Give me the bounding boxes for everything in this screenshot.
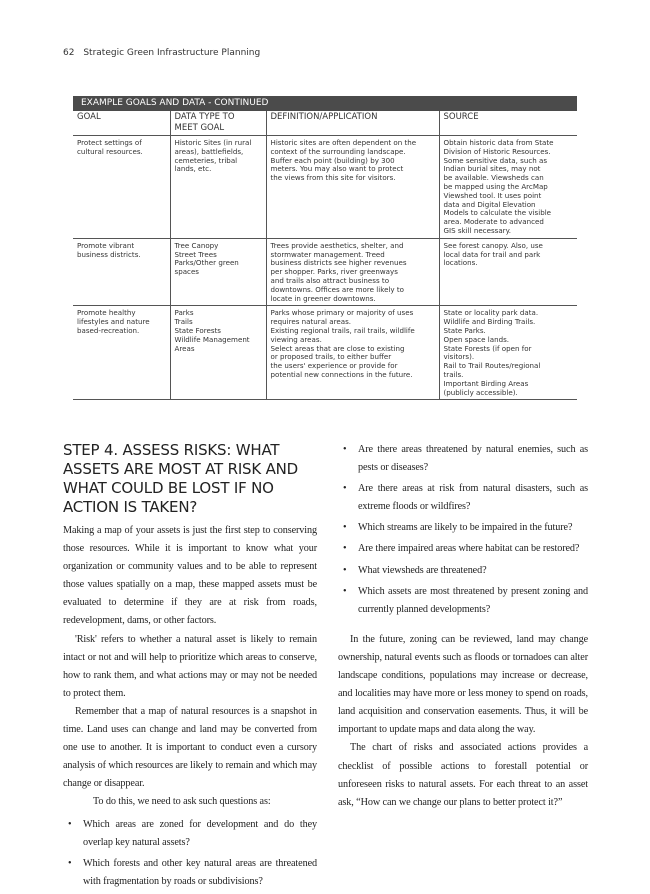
definition-cell: Trees provide aesthetics, shelter, and stormwater management. Treed business districts see higher revenues per shopper. Parks, river greenways and trails also attract business to downtowns. Offices are more likely to locate in greener downtowns. [266,238,439,306]
table-title: EXAMPLE GOALS AND DATA - CONTINUED [73,96,577,111]
list-item: • Are there areas threatened by natural enemies, such as pests or diseases? [338,441,588,477]
question-list [338,441,588,619]
list-item: • Are there impaired areas where habitat can be restored? [338,540,588,558]
data-type-cell: Historic Sites (in rural areas), battlefields, cemeteries, tribal lands, etc. [170,136,266,239]
goal-cell: Protect settings of cultural resources. [73,136,170,239]
body-paragraph: Remember that a map of natural resources is a snapshot in time. Land uses can change and land may be converted from one use to another. It is important to conduct even a cursory analysis of which resources are likely to remain and which may change or disappear. [63,705,317,790]
data-type-cell: Tree Canopy Street Trees Parks/Other green spaces [170,238,266,306]
book-title: Strategic Green Infrastructure Planning [83,48,261,58]
source-cell: See forest canopy. Also, use local data for trail and park locations. [439,238,577,306]
table-row [73,238,577,306]
list-item: • Are there areas at risk from natural disasters, such as extreme floods or wildfires? [338,480,588,516]
definition-cell: Historic sites are often dependent on the context of the surrounding landscape. Buffer each point (building) by 300 meters. You may also want to protect the views from this site for visitors. [266,136,439,239]
running-header [63,48,260,58]
goals-data-table [73,96,577,400]
list-item: • Which streams are likely to be impaired in the future? [338,519,588,537]
body-paragraph: In the future, zoning can be reviewed, land may change ownership, natural events such as floods or tornadoes can alter landscape conditions, populations may increase or decrease, and localities may have more or less money to spend on roads, land acquisition and conservation easements. Thus, it will be important to update maps and data along the way. [338,633,588,736]
goal-cell: Promote vibrant business districts. [73,238,170,306]
body-paragraph: 'Risk' refers to whether a natural asset is likely to remain intact or not and will help to prioritize which areas to conserve, how to rank them, and what actions may or may not be needed to protect them. [63,633,317,699]
data-type-cell: Parks Trails State Forests Wildlife Management Areas [170,306,266,400]
column-header-definition: DEFINITION/APPLICATION [266,111,439,136]
body-paragraph: Making a map of your assets is just the first step to conserving those resources. While it is important to know what your organization or community values and to be able to represent those values spatially on a map, these mapped assets must be evaluated to determine if they are at risk from roads, redevelopment, dams, or other factors. [63,525,317,627]
column-header-goal: GOAL [77,112,101,122]
table-row [73,136,577,239]
goal-cell: Promote healthy lifestyles and nature based-recreation. [73,306,170,400]
table-row [73,306,577,400]
left-column [63,441,317,894]
page-number: 62 [63,48,75,58]
definition-cell: Parks whose primary or majority of uses requires natural areas. Existing regional trails, rail trails, wildlife viewing areas. Select areas that are close to existing or proposed trails, to either buffer the users' experience or provide for potential new connections in the future. [266,306,439,400]
body-paragraph: The chart of risks and associated actions provides a checklist of possible actions to forestall potential or unforeseen risks to natural assets. For each threat to an asset ask, “How can we change our plans to better protect it?” [338,742,588,808]
list-item: • Which areas are zoned for development and do they overlap key natural assets? [63,816,317,852]
list-item: • Which forests and other key natural areas are threatened with fragmentation by roads or subdivisions? [63,855,317,891]
table-header-row [73,111,577,136]
column-header-source: SOURCE [439,111,577,136]
goals-table [73,111,577,400]
list-item: • What viewsheds are threatened? [338,562,588,580]
source-cell: State or locality park data. Wildlife and Birding Trails. State Parks. Open space lands. State Forests (if open for visitors). Rail to Trail Routes/regional trails. Important Birding Areas (publicly accessible). [439,306,577,400]
question-list [63,816,317,891]
right-column [338,441,588,812]
body-paragraph: To do this, we need to ask such questions as: [93,796,271,808]
source-cell: Obtain historic data from State Division of Historic Resources. Some sensitive data, such as Indian burial sites, may not be available. Viewsheds can be mapped using the ArcMap Viewshed tool. It uses point data and Digital Elevation Models to calculate the visible area. Moderate to advanced GIS skill necessary. [439,136,577,239]
column-header-data-type: DATA TYPE TO MEET GOAL [170,111,266,136]
section-heading: STEP 4. ASSESS RISKS: WHAT ASSETS ARE MOST AT RISK AND WHAT COULD BE LOST IF NO ACTION IS TAKEN? [63,441,298,516]
list-item: • Which assets are most threatened by present zoning and currently planned developments? [338,583,588,619]
